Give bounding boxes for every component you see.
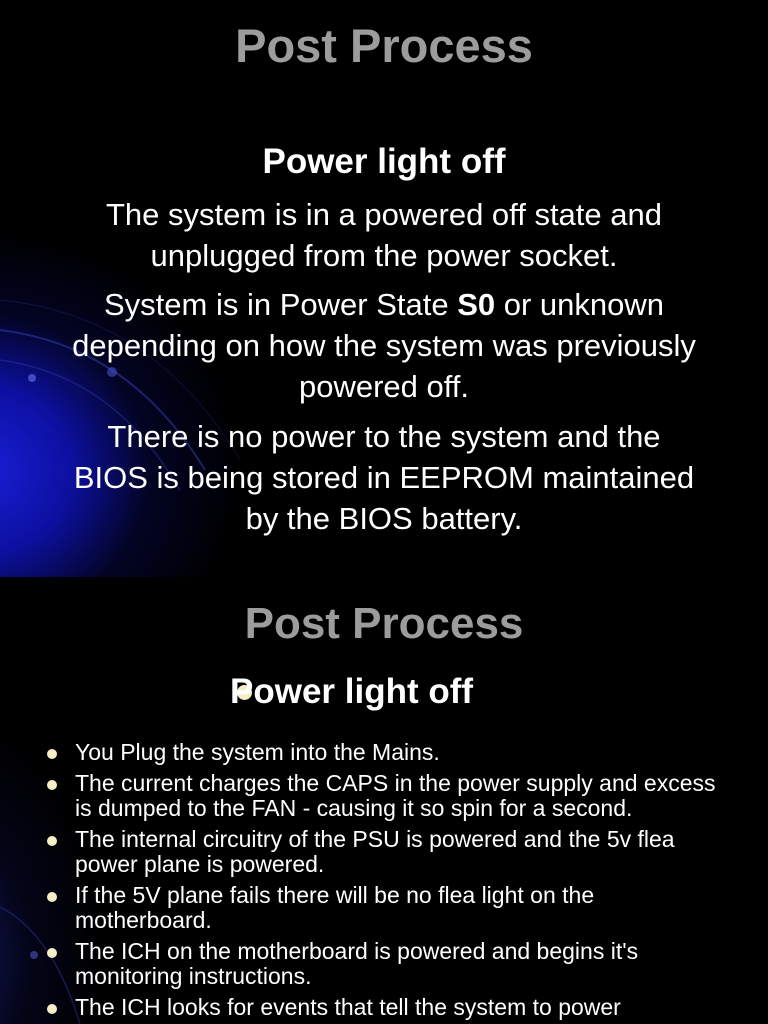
bullet-dot-icon: [47, 892, 57, 902]
list-item-text: The current charges the CAPS in the power supply and excess is dumped to the FAN - causing it so spin for a second.: [75, 770, 716, 821]
paragraph-text-before: System is in Power State: [104, 287, 458, 322]
list-item: [0, 740, 768, 765]
paragraph-text-after: or unknown depending on how the system was previously powered off.: [72, 287, 696, 404]
list-item: [0, 995, 768, 1020]
paragraph-power-state: [70, 284, 698, 407]
slide-title: Post Process: [244, 599, 524, 648]
list-item-text: The internal circuitry of the PSU is powered and the 5v flea power plane is powered.: [75, 826, 675, 877]
slide-2: [0, 577, 768, 1024]
bullet-dot-icon: [47, 948, 57, 958]
list-item-text: You Plug the system into the Mains.: [75, 739, 440, 765]
list-item-text: If the 5V plane fails there will be no flea light on the motherboard.: [75, 882, 595, 933]
power-state-value: S0: [457, 287, 496, 322]
paragraph-powered-off-state: The system is in a powered off state and unplugged from the power socket.: [105, 197, 662, 273]
bullet-dot-icon: [47, 836, 57, 846]
list-item: [0, 883, 768, 933]
bullet-dot-icon: [47, 780, 57, 790]
list-item-text: The ICH looks for events that tell the system to power: [75, 994, 621, 1020]
list-item: [0, 939, 768, 989]
bullet-dot-icon: [47, 1004, 57, 1014]
list-item: [0, 827, 768, 877]
list-item-text: The ICH on the motherboard is powered and begins it's monitoring instructions.: [75, 938, 639, 989]
slide-subheading: Power light off: [230, 672, 474, 711]
slide-subheading: Power light off: [262, 142, 506, 181]
list-item: [0, 771, 768, 821]
slide-title: Post Process: [235, 19, 533, 72]
paragraph-bios-battery: There is no power to the system and the BIOS is being stored in EEPROM maintained by the BIOS battery.: [73, 419, 695, 536]
bullet-dot-icon: [47, 749, 57, 759]
bullet-list: [0, 740, 768, 1024]
